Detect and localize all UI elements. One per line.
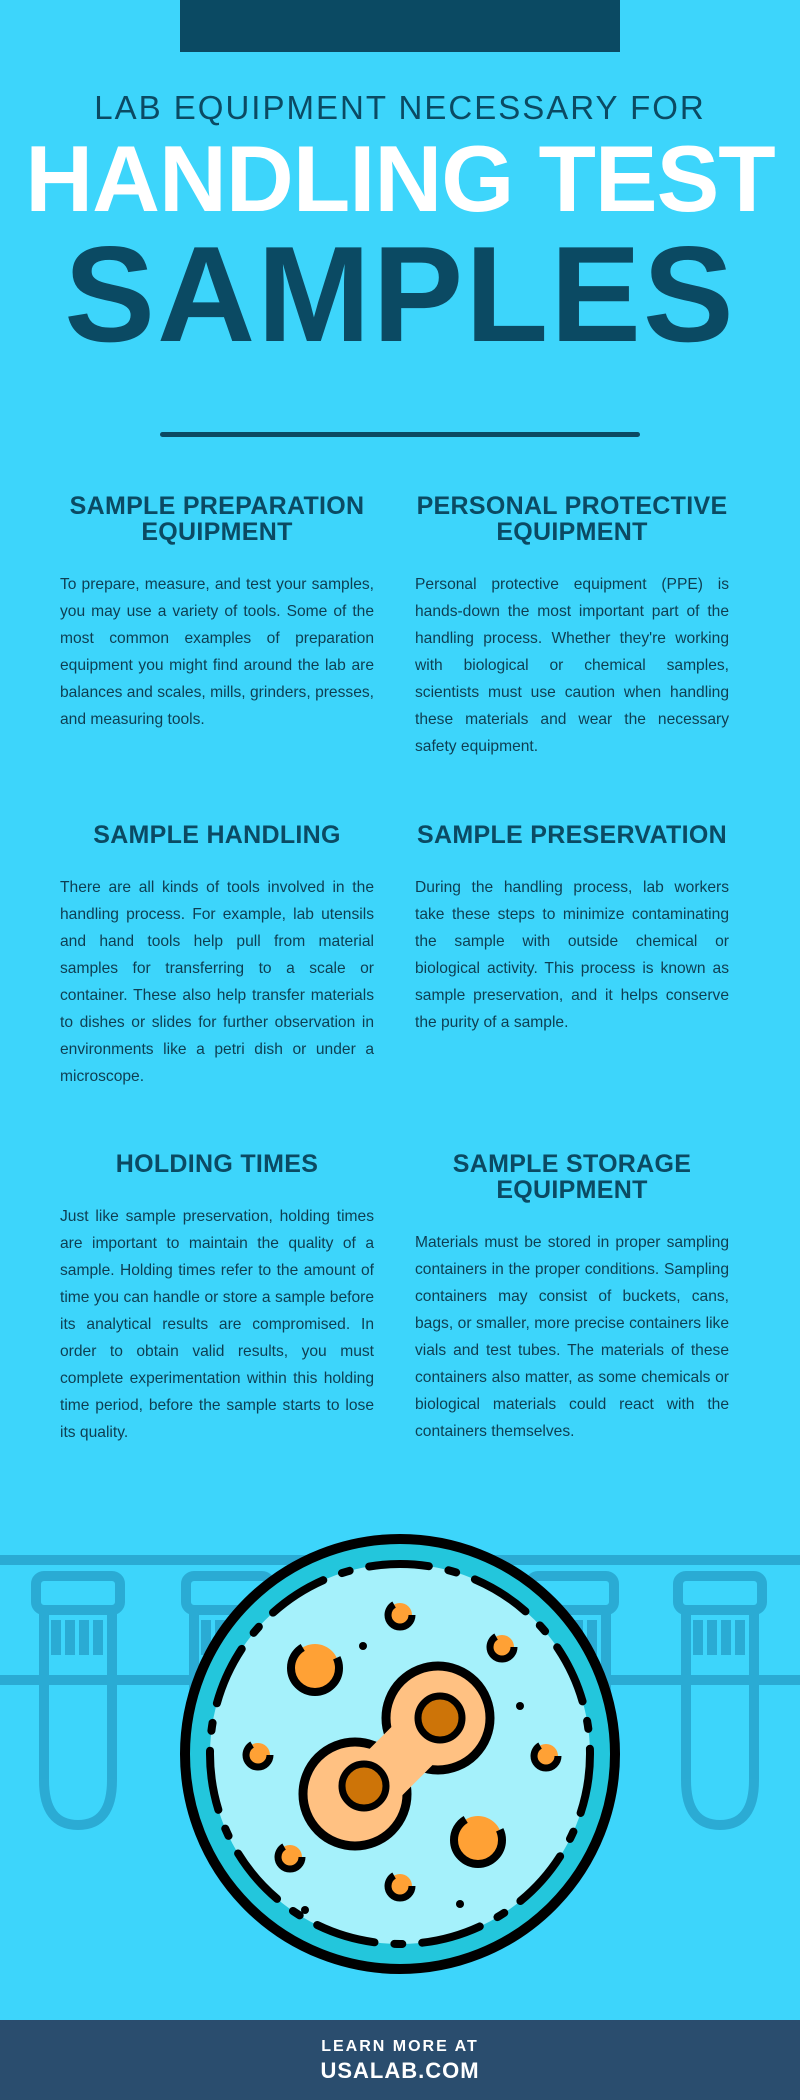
section-personal-protective [415,493,729,760]
section-holding-times [60,1151,374,1446]
small-spore [388,1874,412,1898]
section-heading: SAMPLE PREPARATION EQUIPMENT [69,492,365,546]
lab-illustration [0,1480,800,2020]
small-spore [490,1635,514,1659]
section-heading: SAMPLE STORAGE EQUIPMENT [452,1150,692,1204]
section-sample-preparation [60,493,374,733]
small-spore [388,1603,412,1627]
section-heading: PERSONAL PROTECTIVE EQUIPMENT [416,492,728,546]
page-title-line2: SAMPLES [64,217,736,370]
header-divider [160,432,640,437]
section-body: During the handling process, lab workers take these steps to minimize contaminating the sample with outside chemical or biological activity. This process is known as sample preservation, and it helps conserve the purity of a sample. [415,879,729,1031]
section-sample-preservation [415,822,729,1036]
footer-site-link[interactable]: USALAB.COM [320,2058,480,2083]
petri-dish-icon [185,1539,615,1969]
small-spore [246,1743,270,1767]
orange-spore [291,1644,339,1692]
section-heading: HOLDING TIMES [115,1150,319,1178]
orange-spore [454,1816,502,1864]
small-spore [278,1845,302,1869]
top-banner-bar [180,0,620,52]
section-body: Just like sample preservation, holding times are important to maintain the quality of a sample. Holding times refer to the amount of time you can handle or store a sample before its analytical results are compromised. In order to obtain valid results, you must complete experimentation within this holding time period, before the sample starts to lose its quality. [60,1208,374,1441]
section-heading: SAMPLE PRESERVATION [417,821,727,849]
cell-nucleus [418,1696,462,1740]
page-title-line1: HANDLING TEST [25,125,775,231]
section-heading: SAMPLE HANDLING [93,821,341,849]
section-sample-handling [60,822,374,1090]
footer-learn-more: LEARN MORE AT [321,2038,479,2055]
header [0,88,800,370]
section-body: There are all kinds of tools involved in the handling process. For example, lab utensils and hand tools help pull from material samples for transferring to a scale or container. These also help transfer materials to dishes or slides for further observation in environments like a petri dish or under a microscope. [60,879,374,1085]
footer [0,2020,800,2100]
cell-nucleus [342,1764,386,1808]
section-body: To prepare, measure, and test your samples, you may use a variety of tools. Some of the most common examples of preparation equipment you might find around the lab are balances and scales, mills, grinders, presses, and measuring tools. [60,576,374,728]
section-body: Personal protective equipment (PPE) is hands-down the most important part of the handling process. Whether they're working with biological or chemical samples, scientists must use caution when handling these materials and wear the necessary safety equipment. [415,576,729,755]
small-spore [534,1744,558,1768]
section-sample-storage [415,1151,729,1445]
test-tube-icon [678,1576,762,1825]
section-body: Materials must be stored in proper sampling containers in the proper conditions. Sampling containers may consist of buckets, cans, bags, or smaller, more precise containers like vials and test tubes. The materials of these containers also matter, as some chemicals or biological materials could react with the containers themselves. [415,1234,729,1440]
test-tube-icon [36,1576,120,1825]
page-subtitle: LAB EQUIPMENT NECESSARY FOR [94,89,706,126]
